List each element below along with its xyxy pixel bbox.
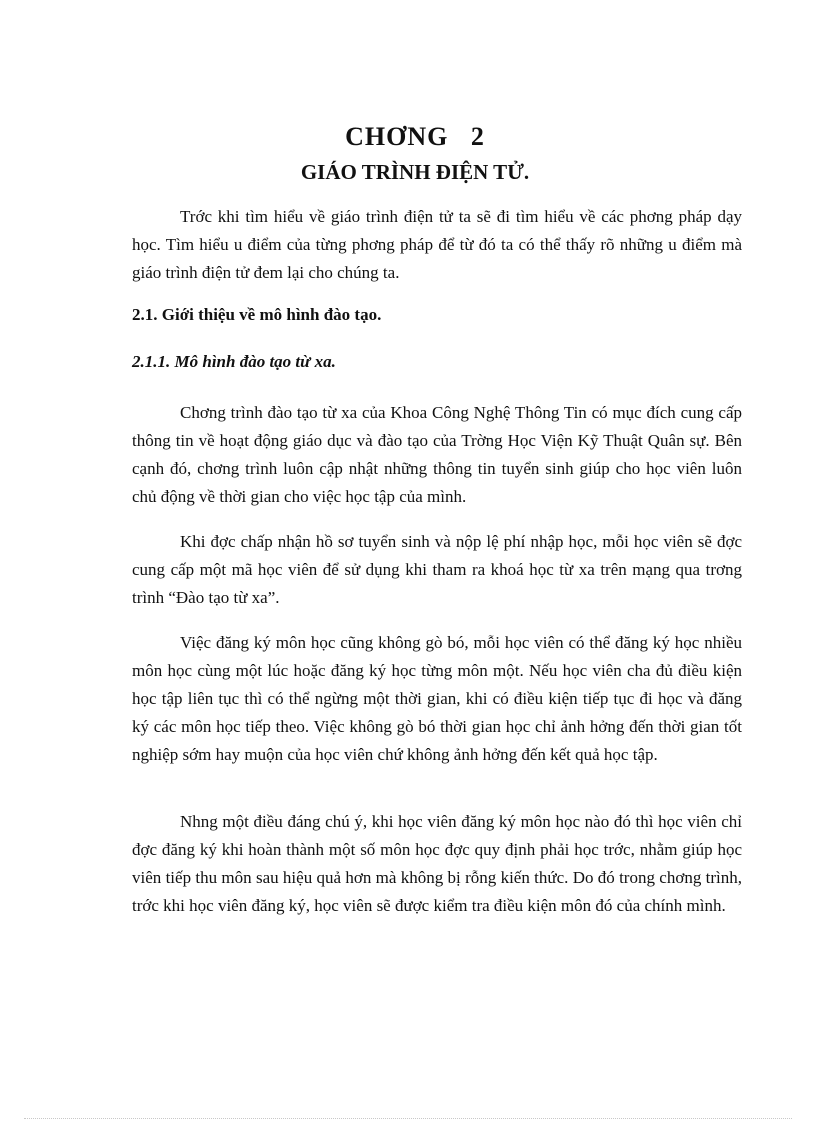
body-paragraph-3: Việc đăng ký môn học cũng không gò bó, mỗi học viên có thể đăng ký học nhiều môn học cùng một lúc hoặc đăng ký học từng môn một. Nếu học viên cha đủ điều kiện học tập liên tục thì có thể ngừng một thời gian, khi có điều kiện tiếp tục đi học và đăng ký các môn học tiếp theo. Việc không gò bó thời gian học chỉ ảnh hởng đến thời gian tốt nghiệp sớm hay muộn của học viên chứ không ảnh hởng đến kết quả học tập. — [132, 633, 742, 764]
body-paragraph-2: Khi đợc chấp nhận hồ sơ tuyển sinh và nộp lệ phí nhập học, mỗi học viên sẽ đợc cung cấp một mã học viên để sử dụng khi tham ra khoá học từ xa trên mạng qua trơng trình “Đào tạo từ xa”. — [132, 532, 742, 607]
body-paragraph-4: Nhng một điều đáng chú ý, khi học viên đăng ký môn học nào đó thì học viên chỉ đợc đăng ký khi hoàn thành một số môn học đợc quy định phải học trớc, nhằm giúp học viên tiếp thu môn sau hiệu quả hơn mà không bị rỗng kiến thức. Do đó trong chơng trình, trớc khi học viên đăng ký, học viên sẽ được kiểm tra điều kiện môn đó của chính mình. — [132, 812, 742, 915]
chapter-title: GIÁO TRÌNH ĐIỆN TỬ. — [300, 160, 530, 184]
subsection-heading: 2.1.1. Mô hình đào tạo từ xa. — [132, 352, 336, 371]
page-bottom-rule — [24, 1118, 792, 1119]
chapter-number: CHƠNG 2 — [345, 122, 485, 151]
body-paragraph-1: Chơng trình đào tạo từ xa của Khoa Công Nghệ Thông Tin có mục đích cung cấp thông tin về hoạt động giáo dục và đào tạo của Trờng Học Viện Kỹ Thuật Quân sự. Bên cạnh đó, chơng trình luôn cập nhật những thông tin tuyển sinh giúp cho học viên luôn chủ động về thời gian cho việc học tập của mình. — [132, 403, 742, 506]
section-heading: 2.1. Giới thiệu về mô hình đào tạo. — [132, 305, 382, 324]
intro-paragraph: Trớc khi tìm hiểu về giáo trình điện tử ta sẽ đi tìm hiểu về các phơng pháp dạy học. Tìm hiểu u điểm của từng phơng pháp để từ đó ta có thể thấy rõ những u điểm mà giáo trình điện tử đem lại cho chúng ta. — [132, 207, 742, 282]
